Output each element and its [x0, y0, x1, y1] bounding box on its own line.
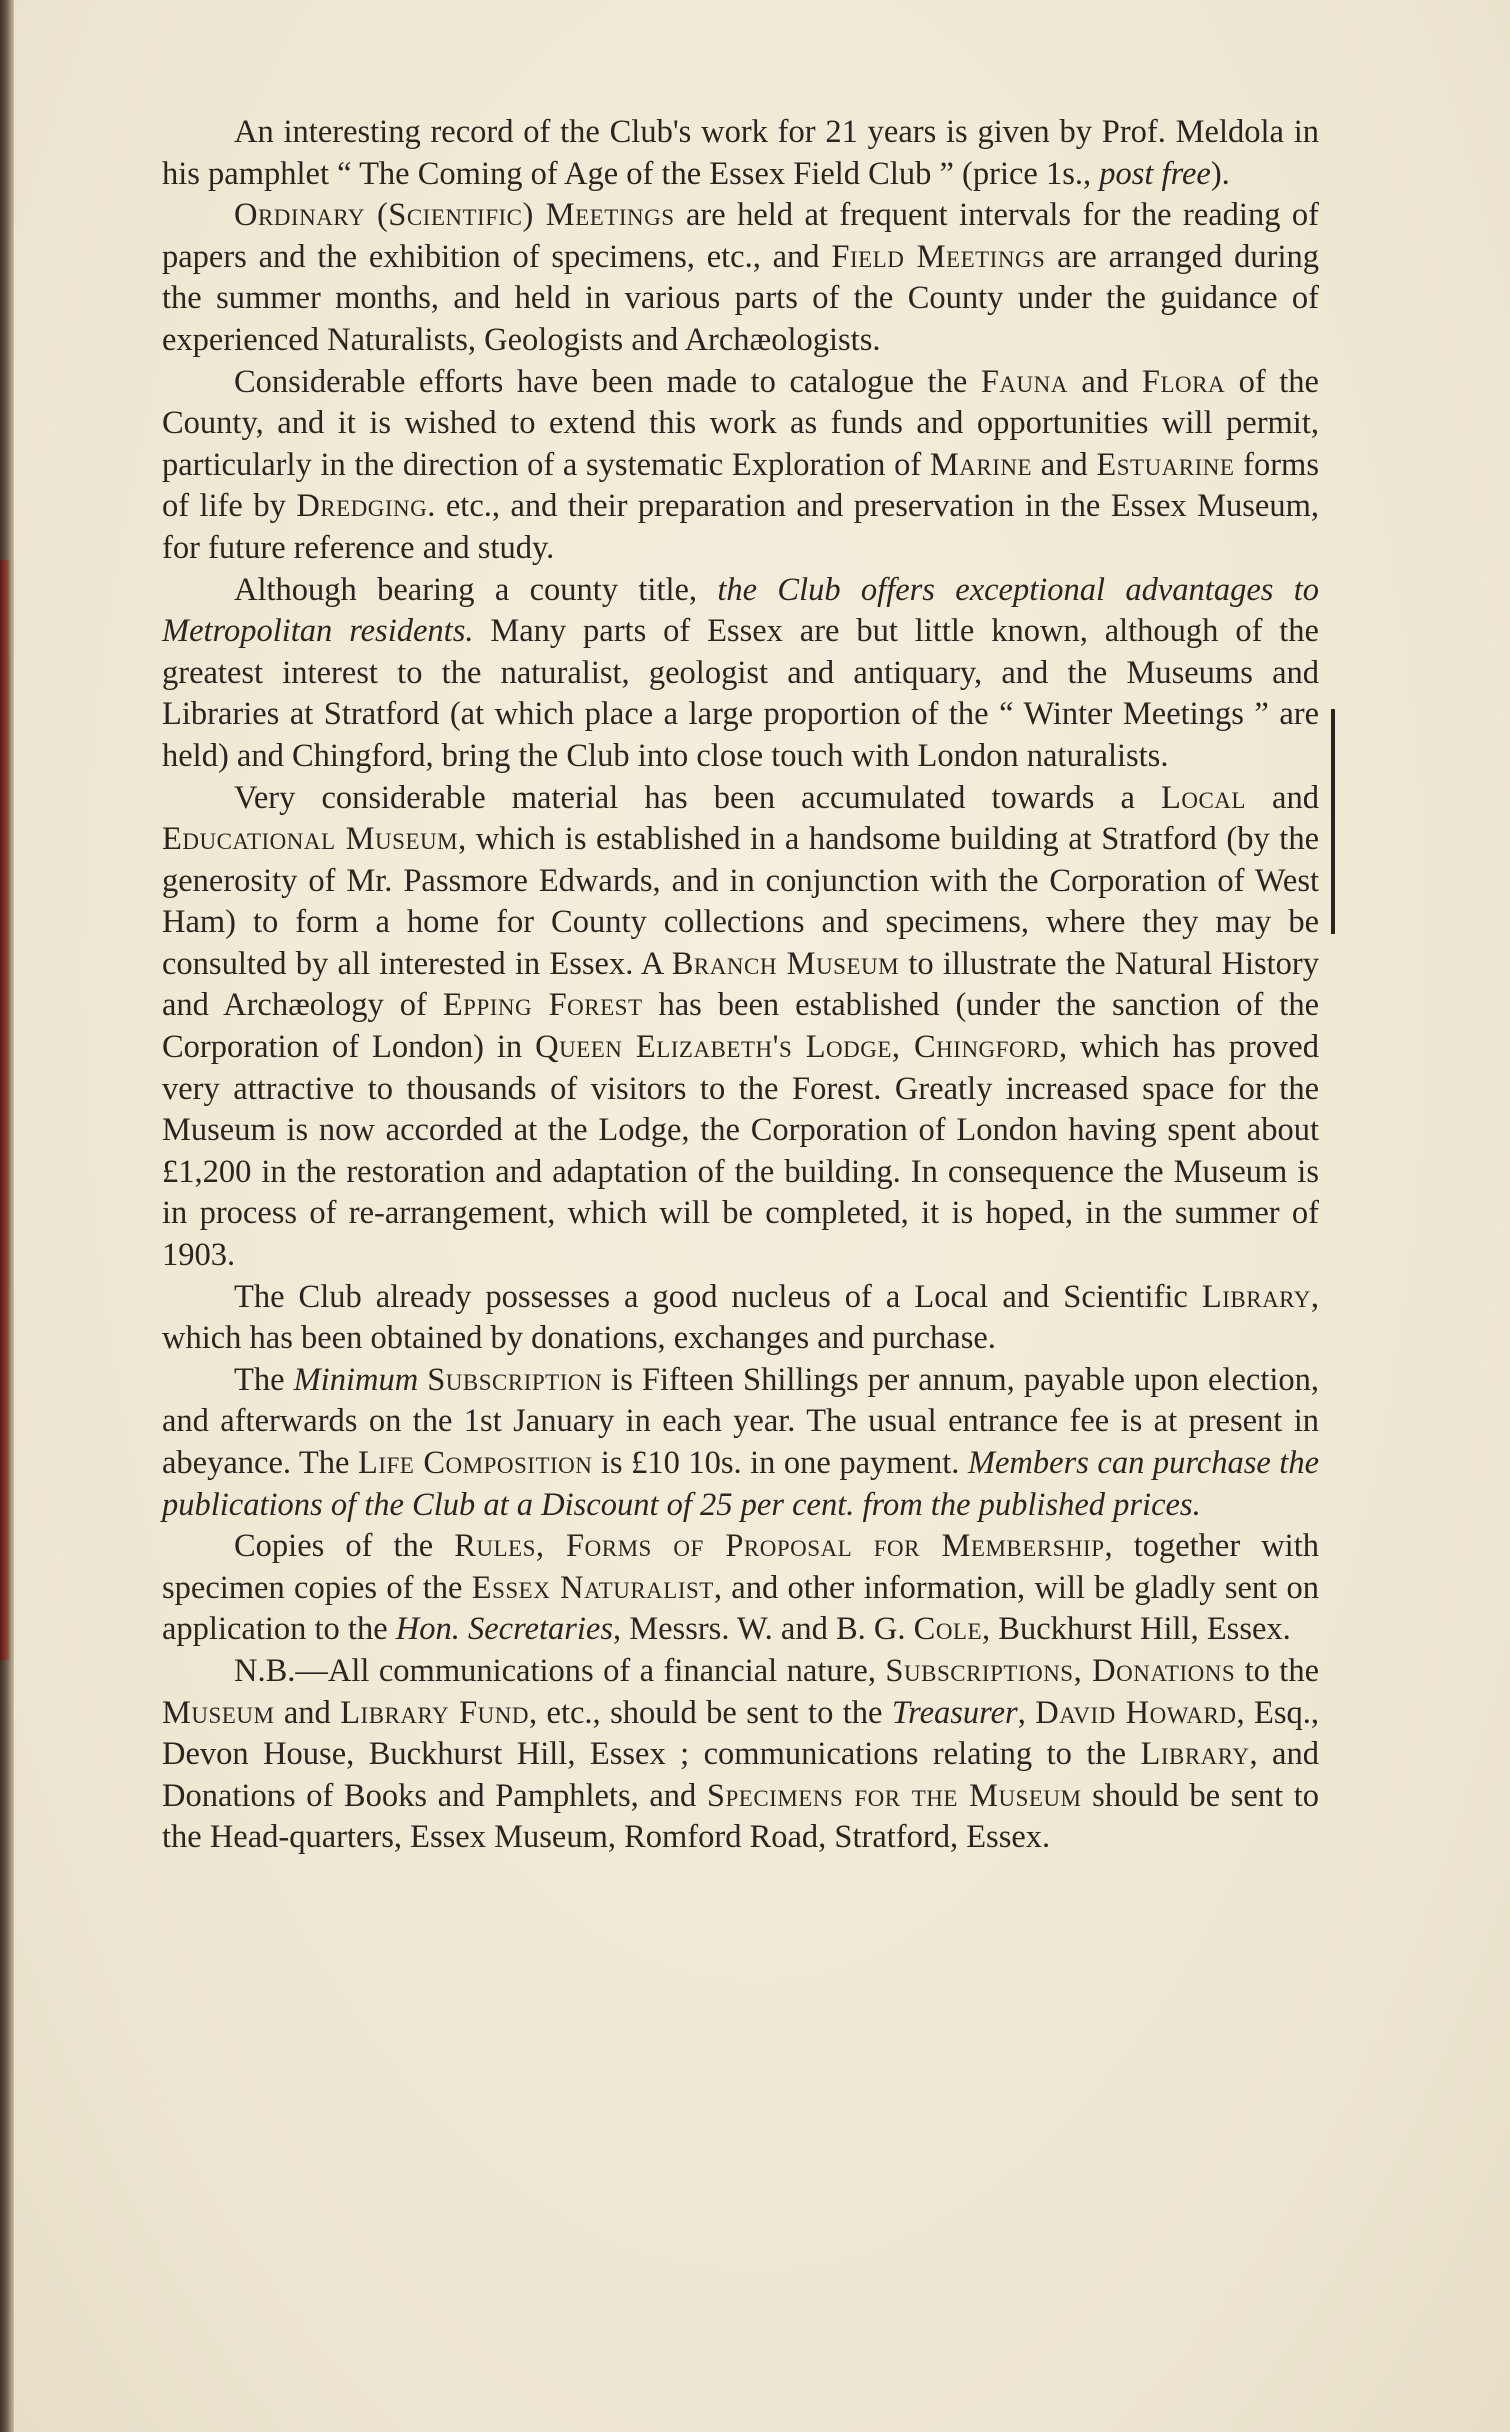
- italic-text: Hon. Secretaries: [395, 1611, 613, 1648]
- text-run: , Esq., Devon House, Buckhurst Hill, Essex ; communications relating to the: [162, 1694, 1319, 1773]
- text-run: Many parts of Essex are but little known, although of the greatest interest to the naturalist, geologist and antiquary, and the Museums and Libraries at Stratford (at which place a large proportion of the “ Winter Meetings ” are held) and Chingford, bring the Club into close touch with London naturalists.: [162, 613, 1319, 774]
- italic-text: the Club offers exceptional advantages to Metropolitan residents.: [162, 571, 1319, 650]
- small-caps-text: Estuarine: [1096, 446, 1235, 483]
- small-caps-text: Specimens for the Museum: [706, 1777, 1082, 1814]
- small-caps-text: Flora: [1141, 363, 1226, 400]
- text-run: Considerable efforts have been made to catalogue the: [234, 363, 981, 400]
- text-run: to illustrate the Natural History and Archæology of: [162, 945, 1319, 1024]
- paragraph: [162, 1360, 1319, 1526]
- text-run: The: [234, 1361, 294, 1398]
- text-run: , which has been obtained by donations, exchanges and purchase.: [162, 1278, 1319, 1357]
- text-run: and: [1032, 446, 1097, 483]
- body-text: [162, 112, 1319, 1859]
- small-caps-text: Branch Museum: [671, 945, 900, 982]
- text-run: has been established (under the sanction of the Corporation of London) in: [162, 987, 1319, 1066]
- book-spine-binding: [0, 560, 10, 1660]
- small-caps-text: Dredging: [296, 488, 428, 525]
- text-run: The Club already possesses a good nucleus of a Local and Scientific: [234, 1278, 1202, 1315]
- text-run: , Messrs. W. and B. G.: [612, 1611, 914, 1648]
- text-run: and: [1067, 363, 1142, 400]
- text-run: forms of life by: [162, 446, 1319, 525]
- paragraph: [162, 570, 1319, 778]
- text-run: , and other information, will be gladly sent on application to the: [162, 1569, 1319, 1648]
- small-caps-text: Subscriptions, Donations: [885, 1652, 1236, 1689]
- text-run: , together with specimen copies of the: [162, 1528, 1319, 1606]
- small-caps-text: Rules, Forms of Proposal for Membership: [454, 1528, 1105, 1565]
- small-caps-text: Ordinary (Scientific) Meetings: [234, 197, 675, 234]
- text-run: is Fifteen Shillings per annum, payable upon election, and afterwards on the 1st January in each year. The usual entrance fee is at present in abeyance. The: [162, 1361, 1320, 1481]
- small-caps-text: Library: [1201, 1278, 1311, 1315]
- text-run: N.B.—All communications of a financial nature,: [234, 1652, 886, 1689]
- text-run: to the: [1235, 1652, 1320, 1689]
- text-run: An interesting record of the Club's work for 21 years is given by Prof. Meldola in his pamphlet “ The Coming of Age of the Essex Field Club ” (price 1s.,: [162, 114, 1319, 192]
- paragraph: [162, 778, 1319, 1277]
- text-run: of the County, and it is wished to extend this work as funds and opportunities will permit, particularly in the direction of a systematic Exploration of: [162, 363, 1319, 483]
- paragraph: [162, 1277, 1319, 1360]
- small-caps-text: Epping Forest: [442, 987, 643, 1024]
- text-run: Although bearing a county title,: [234, 571, 718, 608]
- small-caps-text: Field Meetings: [831, 238, 1046, 275]
- small-caps-text: Subscription: [427, 1361, 603, 1398]
- paragraph: [162, 112, 1319, 195]
- paragraph: [162, 362, 1319, 570]
- small-caps-text: Museum: [162, 1694, 275, 1731]
- small-caps-text: Queen Elizabeth's Lodge, Chingford: [535, 1029, 1060, 1066]
- margin-rule: [1331, 709, 1335, 934]
- text-run: . etc., and their preparation and preservation in the Essex Museum, for future reference and study.: [162, 488, 1319, 566]
- text-run: [418, 1362, 427, 1398]
- text-run: and: [274, 1694, 341, 1731]
- text-run: ).: [1210, 155, 1230, 192]
- text-run: , Buckhurst Hill, Essex.: [982, 1611, 1291, 1648]
- text-run: , and Donations of Books and Pamphlets, and: [162, 1736, 1319, 1814]
- small-caps-text: Cole: [913, 1611, 983, 1648]
- small-caps-text: Library: [1140, 1736, 1250, 1773]
- paragraph: [162, 195, 1319, 361]
- paragraph: [162, 1526, 1319, 1651]
- text-run: , which is established in a handsome building at Stratford (by the generosity of Mr. Passmore Edwards, and in conjunction with the Corporation of West Ham) to form a home for County collections and specimens, where they may be consulted by all interested in Essex. A: [162, 821, 1319, 982]
- text-run: , etc., should be sent to the: [529, 1694, 892, 1731]
- small-caps-text: Essex Naturalist: [471, 1569, 714, 1606]
- italic-text: Members can purchase the publications of the Club at a Discount of 25 per cent. from the published prices.: [162, 1445, 1319, 1523]
- italic-text: post free: [1099, 155, 1211, 192]
- paragraph: [162, 1651, 1319, 1859]
- small-caps-text: Educational Museum: [162, 821, 459, 858]
- italic-text: Treasurer: [891, 1694, 1018, 1731]
- small-caps-text: Marine: [929, 446, 1033, 483]
- text-run: is £10 10s. in one payment.: [592, 1445, 968, 1481]
- text-run: are held at frequent intervals for the reading of papers and the exhibition of specimens, etc., and: [162, 197, 1319, 275]
- small-caps-text: Fauna: [980, 363, 1068, 400]
- small-caps-text: Life Composition: [357, 1445, 593, 1481]
- text-run: ,: [1017, 1694, 1036, 1731]
- text-run: and: [1245, 779, 1319, 816]
- small-caps-text: David Howard: [1035, 1694, 1237, 1731]
- small-caps-text: Library Fund: [340, 1694, 529, 1731]
- text-run: Very considerable material has been accumulated towards a: [234, 779, 1161, 816]
- text-run: are arranged during the summer months, and held in various parts of the County under the guidance of experienced Naturalists, Geologists and Archæologists.: [162, 238, 1319, 358]
- text-run: , which has proved very attractive to thousands of visitors to the Forest. Greatly increased space for the Museum is now accorded at the Lodge, the Corporation of London having spent about £1,200 in the restoration and adaptation of the building. In consequence the Museum is in process of re-arrangement, which will be completed, it is hoped, in the summer of 1903.: [162, 1029, 1319, 1274]
- small-caps-text: Local: [1161, 779, 1246, 816]
- text-run: should be sent to the Head-quarters, Essex Museum, Romford Road, Stratford, Essex.: [162, 1777, 1320, 1856]
- text-run: Copies of the: [234, 1528, 455, 1565]
- italic-text: Minimum: [293, 1361, 419, 1398]
